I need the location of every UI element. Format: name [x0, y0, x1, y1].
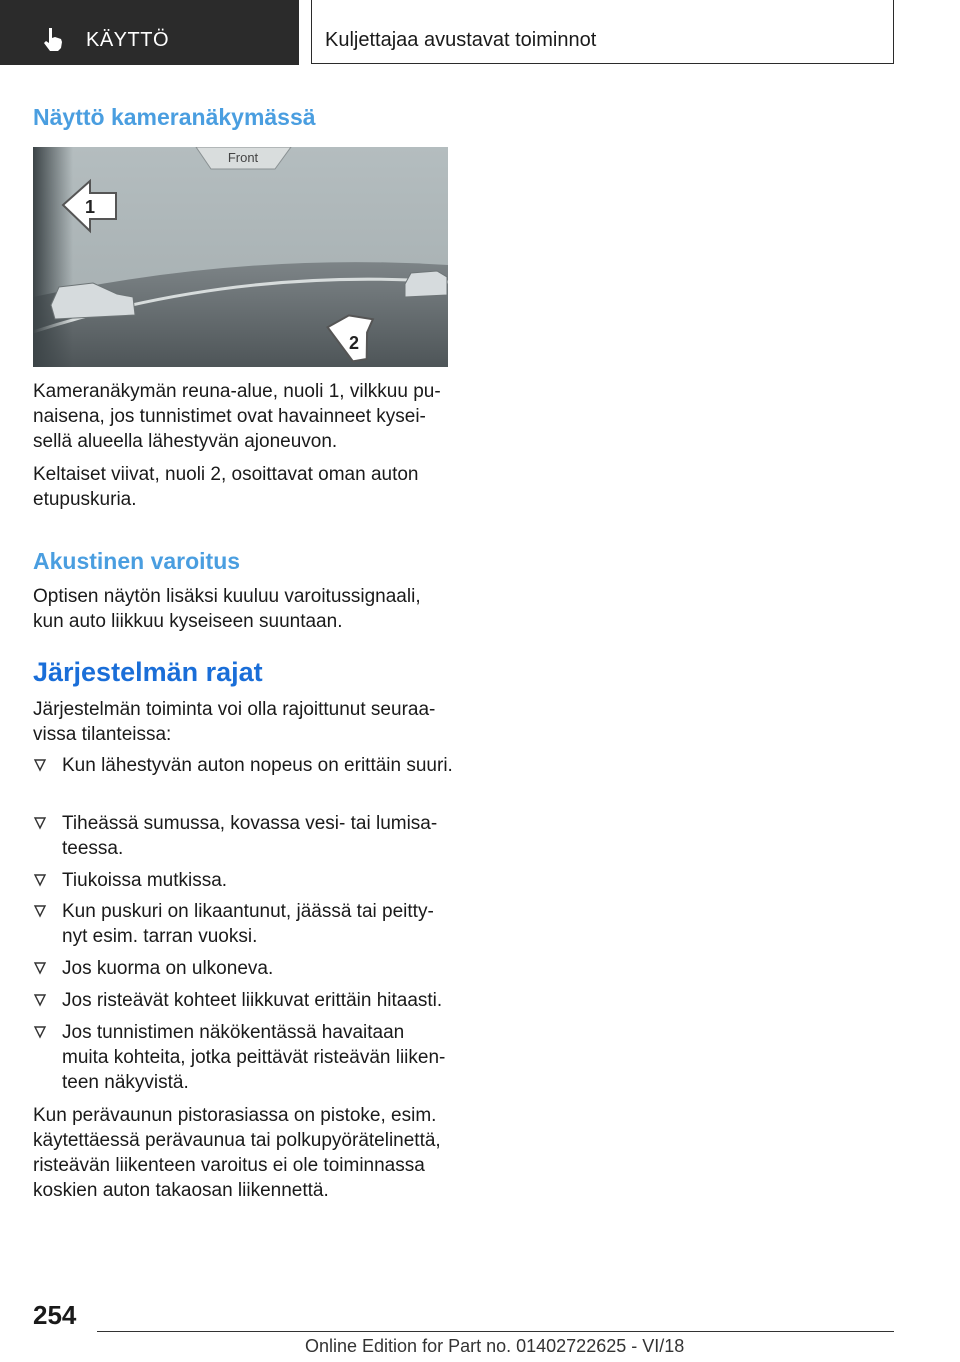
list-item: Jos risteävät kohteet liikkuvat erittäin hitaasti. [33, 988, 453, 1013]
section-tab-label: KÄYTTÖ [86, 29, 170, 51]
arrow-1-label: 1 [84, 197, 96, 217]
camera-view-figure [33, 147, 448, 367]
section-heading-system-limits: Järjestelmän rajat [33, 657, 263, 687]
chapter-tab [311, 0, 894, 64]
front-label: Front [227, 150, 259, 165]
section-heading-camera-view: Näyttö kameranäkymässä [33, 104, 316, 130]
triangle-bullet-icon [33, 758, 47, 772]
edition-info: Online Edition for Part no. 01402722625 - VI/18 [305, 1336, 685, 1356]
list-item: Tiukoissa mutkissa. [33, 868, 453, 893]
list-item: Kun lähestyvän auton nopeus on erittäin suuri. [33, 753, 453, 778]
page-number: 254 [33, 1300, 77, 1330]
system-limits-intro: Järjestelmän toiminta voi olla rajoittunut seuraa-vissa tilanteissa: [33, 699, 436, 745]
chapter-tab-label: Kuljettajaa avustavat toiminnot [325, 29, 597, 51]
list-item: Jos kuorma on ulkoneva. [33, 956, 453, 981]
arrow-2-label: 2 [348, 333, 360, 353]
triangle-bullet-icon [33, 1025, 47, 1039]
camera-view-paragraph-2: Keltaiset viivat, nuoli 2, osoittavat oman auton etupuskuria. [33, 464, 419, 510]
camera-view-paragraph-1: Kameranäkymän reuna-alue, nuoli 1, vilkkuu pu-naisena, jos tunnistimet ovat havainneet kysei-sellä alueella lähestyvän ajoneuvon. [33, 381, 441, 452]
triangle-bullet-icon [33, 993, 47, 1007]
section-tab [0, 0, 299, 65]
section-heading-acoustic-warning: Akustinen varoitus [33, 548, 241, 574]
list-item: Jos tunnistimen näkökentässä havaitaan muita kohteita, jotka peittävät risteävän liiken-teen näkyvistä. [33, 1020, 453, 1095]
triangle-bullet-icon [33, 873, 47, 887]
list-item: Kun puskuri on likaantunut, jäässä tai peitty-nyt esim. tarran vuoksi. [33, 899, 453, 949]
triangle-bullet-icon [33, 904, 47, 918]
hand-pointer-icon [40, 26, 66, 52]
triangle-bullet-icon [33, 961, 47, 975]
system-limits-outro: Kun perävaunun pistorasiassa on pistoke, esim. käytettäessä perävaunua tai polkupyörätelinettä, risteävän liikenteen varoitus ei ole toiminnassa koskien auton takaosan liikennettä. [33, 1105, 441, 1201]
list-item: Tiheässä sumussa, kovassa vesi- tai lumisa-teessa. [33, 811, 453, 861]
acoustic-warning-paragraph: Optisen näytön lisäksi kuuluu varoitussignaali, kun auto liikkuu kyseiseen suuntaan. [33, 586, 421, 632]
triangle-bullet-icon [33, 816, 47, 830]
footer-divider [97, 1331, 894, 1332]
